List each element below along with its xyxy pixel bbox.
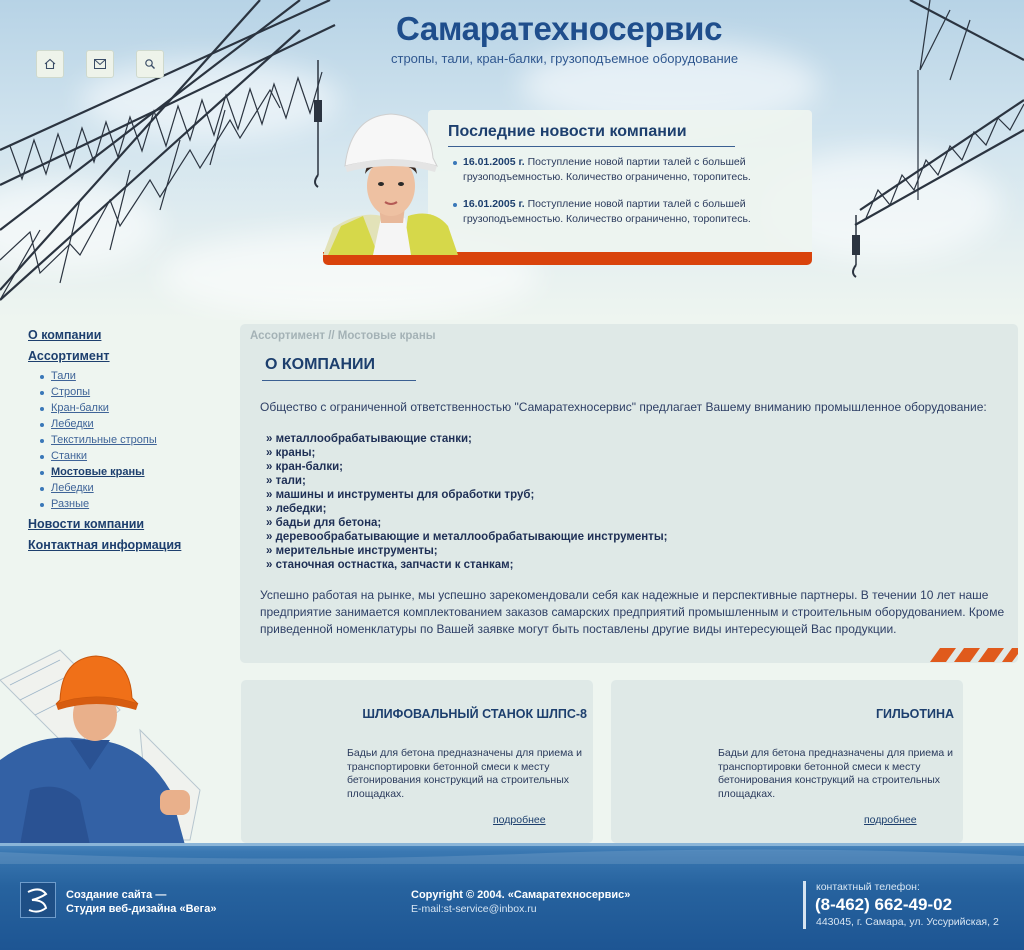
hazard-stripes-decoration	[922, 648, 1018, 662]
bullet-icon	[40, 503, 44, 507]
nav-sub-raznye[interactable]: Разные	[51, 498, 90, 510]
product-card-more-link[interactable]: подробнее	[493, 814, 546, 826]
intro-paragraph: Общество с ограниченной ответственностью "Самаратехносервис" предлагает Вашему вниманию промышленное оборудование:	[260, 400, 987, 414]
phone-number: (8-462) 662-49-02	[815, 895, 953, 914]
nav-sub-stropy[interactable]: Стропы	[51, 386, 91, 398]
news-title-underline	[448, 146, 735, 147]
bullet-icon	[40, 471, 44, 475]
breadcrumb: Ассортимент // Мостовые краны	[250, 330, 436, 342]
home-icon	[44, 58, 56, 70]
news-item	[451, 155, 801, 185]
worker-man-photo	[0, 640, 205, 845]
bullet-icon	[40, 487, 44, 491]
search-button[interactable]	[136, 50, 164, 78]
copyright: Copyright © 2004. «Самаратехносервис»	[411, 889, 631, 901]
news-text: Поступление новой партии талей с большей грузоподъемностью. Количество ограниченно, торопитесь.	[463, 198, 751, 225]
studio-credit-line2: Студия веб-дизайна «Вега»	[66, 903, 217, 915]
phone-label: контактный телефон:	[816, 881, 920, 893]
list-item: » машины и инструменты для обработки труб;	[266, 489, 535, 501]
home-button[interactable]	[36, 50, 64, 78]
crane-illustration-left	[0, 0, 360, 310]
nav-sub-textile-stropy[interactable]: Текстильные стропы	[51, 434, 157, 446]
list-item: » лебедки;	[266, 503, 327, 515]
bullet-icon	[40, 391, 44, 395]
bullet-icon	[40, 375, 44, 379]
email-link[interactable]: E-mail:st-service@inbox.ru	[411, 903, 537, 915]
nav-sub-lebedki[interactable]: Лебедки	[51, 418, 94, 430]
list-item: » кран-балки;	[266, 461, 344, 473]
page-title: О КОМПАНИИ	[265, 356, 376, 373]
bullet-icon	[40, 407, 44, 411]
bullet-icon	[40, 455, 44, 459]
studio-credit-line1: Создание сайта —	[66, 889, 167, 901]
list-item: » бадьи для бетона;	[266, 517, 382, 529]
contact-divider	[803, 881, 806, 929]
footer-wave-decoration	[0, 846, 1024, 864]
bullet-icon	[40, 439, 44, 443]
nav-news[interactable]: Новости компании	[28, 517, 145, 531]
product-card-title: ШЛИФОВАЛЬНЫЙ СТАНОК ШЛПС-8	[362, 707, 587, 721]
list-item: » тали;	[266, 475, 306, 487]
bullet-icon	[40, 423, 44, 427]
nav-sub-tali[interactable]: Тали	[51, 370, 76, 382]
nav-sub-stanki[interactable]: Станки	[51, 450, 88, 462]
nav-assortment[interactable]: Ассортимент	[28, 349, 110, 363]
address: 443045, г. Самара, ул. Уссурийская, 2	[816, 916, 999, 928]
site-tagline: стропы, тали, кран-балки, грузоподъемное оборудование	[391, 51, 739, 66]
nav-sub-kran-balki[interactable]: Кран-балки	[51, 402, 109, 414]
search-icon	[144, 58, 156, 70]
mail-button[interactable]	[86, 50, 114, 78]
worker-woman-photo	[323, 108, 463, 255]
news-text: Поступление новой партии талей с большей грузоподъемностью. Количество ограниченно, торопитесь.	[463, 156, 751, 183]
nav-sub-mostovye-krany[interactable]: Мостовые краны	[51, 466, 145, 478]
product-card-description: Бадьи для бетона предназначены для приема и транспортировки бетонной смеси к месту бетонирования конструкций на строительных площадках.	[718, 747, 953, 800]
crane-illustration-right	[840, 0, 1024, 290]
news-title: Последние новости компании	[448, 123, 687, 140]
news-date: 16.01.2005 г.	[463, 198, 525, 210]
site-title: Самаратехносервис	[396, 10, 723, 47]
list-item: » станочная остнастка, запчасти к станкам;	[266, 559, 514, 571]
list-item: » металлообрабатывающие станки;	[266, 433, 472, 445]
studio-credit[interactable]	[66, 888, 216, 916]
nav-contacts[interactable]: Контактная информация	[28, 538, 182, 552]
list-item: » мерительные инструменты;	[266, 545, 438, 557]
nav-sub-lebedki-2[interactable]: Лебедки	[51, 482, 94, 494]
product-card-title: ГИЛЬОТИНА	[875, 707, 954, 721]
list-item: » деревообрабатывающие и металлообрабатывающие инструменты;	[266, 531, 668, 543]
news-item	[451, 197, 801, 227]
product-list	[266, 432, 766, 572]
page-title-underline	[262, 380, 416, 381]
mail-icon	[94, 59, 106, 69]
outro-paragraph: Успешно работая на рынке, мы успешно зарекомендовали себя как надежные и перспективные партнеры. В течении 10 лет наше предприятие занимается комплектованием заказов самарских предприятий промышленным и строительным оборудованием. Кроме приведенной номенклатуры по Вашей заявке могут быть поставлены другие виды интересующей Вас продукции.	[260, 588, 1005, 636]
news-date: 16.01.2005 г.	[463, 156, 525, 168]
nav-about[interactable]: О компании	[28, 328, 102, 342]
list-item: » краны;	[266, 447, 316, 459]
studio-logo-icon[interactable]	[20, 882, 56, 918]
product-card-description: Бадьи для бетона предназначены для приема и транспортировки бетонной смеси к месту бетонирования конструкций на строительных площадках.	[347, 747, 582, 800]
product-card-more-link[interactable]: подробнее	[864, 814, 917, 826]
